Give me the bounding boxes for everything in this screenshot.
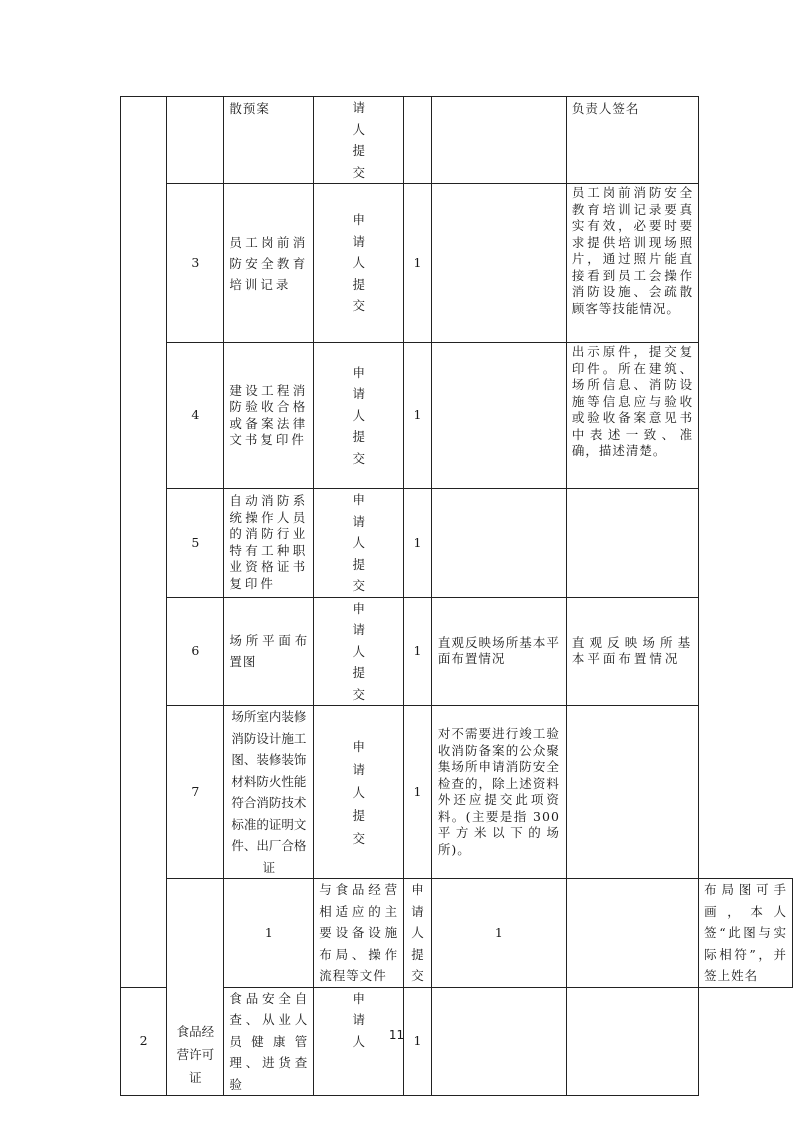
requirement: 出示原件，提交复印件。所在建筑、场所信息、消防设施等信息应与验收或验收备案意见书中表述一致、准确，描述清楚。: [566, 343, 698, 489]
source-cell: 申请人: [314, 987, 404, 1096]
row-number: [167, 97, 224, 184]
row-number: 5: [167, 489, 224, 598]
table-row: [121, 97, 793, 184]
requirement: 负责人签名: [566, 97, 698, 184]
requirement: [566, 706, 698, 879]
note: [431, 184, 566, 343]
material-name: 散预案: [224, 97, 314, 184]
source-cell: 申请人提交: [314, 343, 404, 489]
row-number: 2: [121, 987, 167, 1096]
row-number: 3: [167, 184, 224, 343]
source-cell: 申请人提交: [314, 706, 404, 879]
source-cell: 申请人提交: [314, 597, 404, 706]
table-row: [121, 706, 793, 879]
quantity: 1: [431, 879, 566, 988]
source-cell: 申请人提交: [314, 489, 404, 598]
materials-table: [120, 96, 793, 1096]
category-cell: 食品经营许可证: [167, 879, 224, 1096]
table-row: [121, 597, 793, 706]
quantity: 1: [404, 706, 432, 879]
page-number: 11: [388, 1028, 405, 1042]
table-row: [121, 184, 793, 343]
material-name: 员工岗前消防安全教育培训记录: [224, 184, 314, 343]
row-number: 7: [167, 706, 224, 879]
material-name: 自动消防系统操作人员的消防行业特有工种职业资格证书复印件: [224, 489, 314, 598]
material-name: 场所室内装修消防设计施工图、装修装饰材料防火性能符合消防技术标准的证明文件、出厂合格证: [224, 706, 314, 879]
source-cell: 申请人提交: [404, 879, 432, 988]
note: 对不需要进行竣工验收消防备案的公众聚集场所申请消防安全检查的，除上述资料外还应提交此项资料。(主要是指 300 平方米以下的场所)。: [431, 706, 566, 879]
material-name: 与食品经营相适应的主要设备设施布局、操作流程等文件: [314, 879, 404, 988]
note: [431, 343, 566, 489]
source-cell: 请人提交: [314, 97, 404, 184]
material-name: 场所平面布置图: [224, 597, 314, 706]
quantity: [404, 97, 432, 184]
quantity: 1: [404, 184, 432, 343]
table-row: [121, 343, 793, 489]
note: [431, 97, 566, 184]
note: 直观反映场所基本平面布置情况: [431, 597, 566, 706]
requirement: 直观反映场所基本平面布置情况: [566, 597, 698, 706]
note: [431, 489, 566, 598]
category-cell-empty: [121, 97, 167, 988]
requirement: [566, 489, 698, 598]
material-name: 食品安全自查、从业人员健康管理、进货查验: [224, 987, 314, 1096]
material-name: 建设工程消防验收合格或备案法律文书复印件: [224, 343, 314, 489]
quantity: 1: [404, 597, 432, 706]
row-number: 6: [167, 597, 224, 706]
row-number: 1: [224, 879, 314, 988]
quantity: 1: [404, 343, 432, 489]
table-row: [121, 489, 793, 598]
requirement: 布局图可手画，本人签“此图与实际相符”，并签上姓名: [699, 879, 793, 988]
table-row: [121, 879, 793, 988]
quantity: 1: [404, 987, 432, 1096]
row-number: 4: [167, 343, 224, 489]
note: [566, 879, 698, 988]
source-cell: 申请人提交: [314, 184, 404, 343]
requirement: 员工岗前消防安全教育培训记录要真实有效，必要时要求提供培训现场照片，通过照片能直接看到员工会操作消防设施、会疏散顾客等技能情况。: [566, 184, 698, 343]
quantity: 1: [404, 489, 432, 598]
